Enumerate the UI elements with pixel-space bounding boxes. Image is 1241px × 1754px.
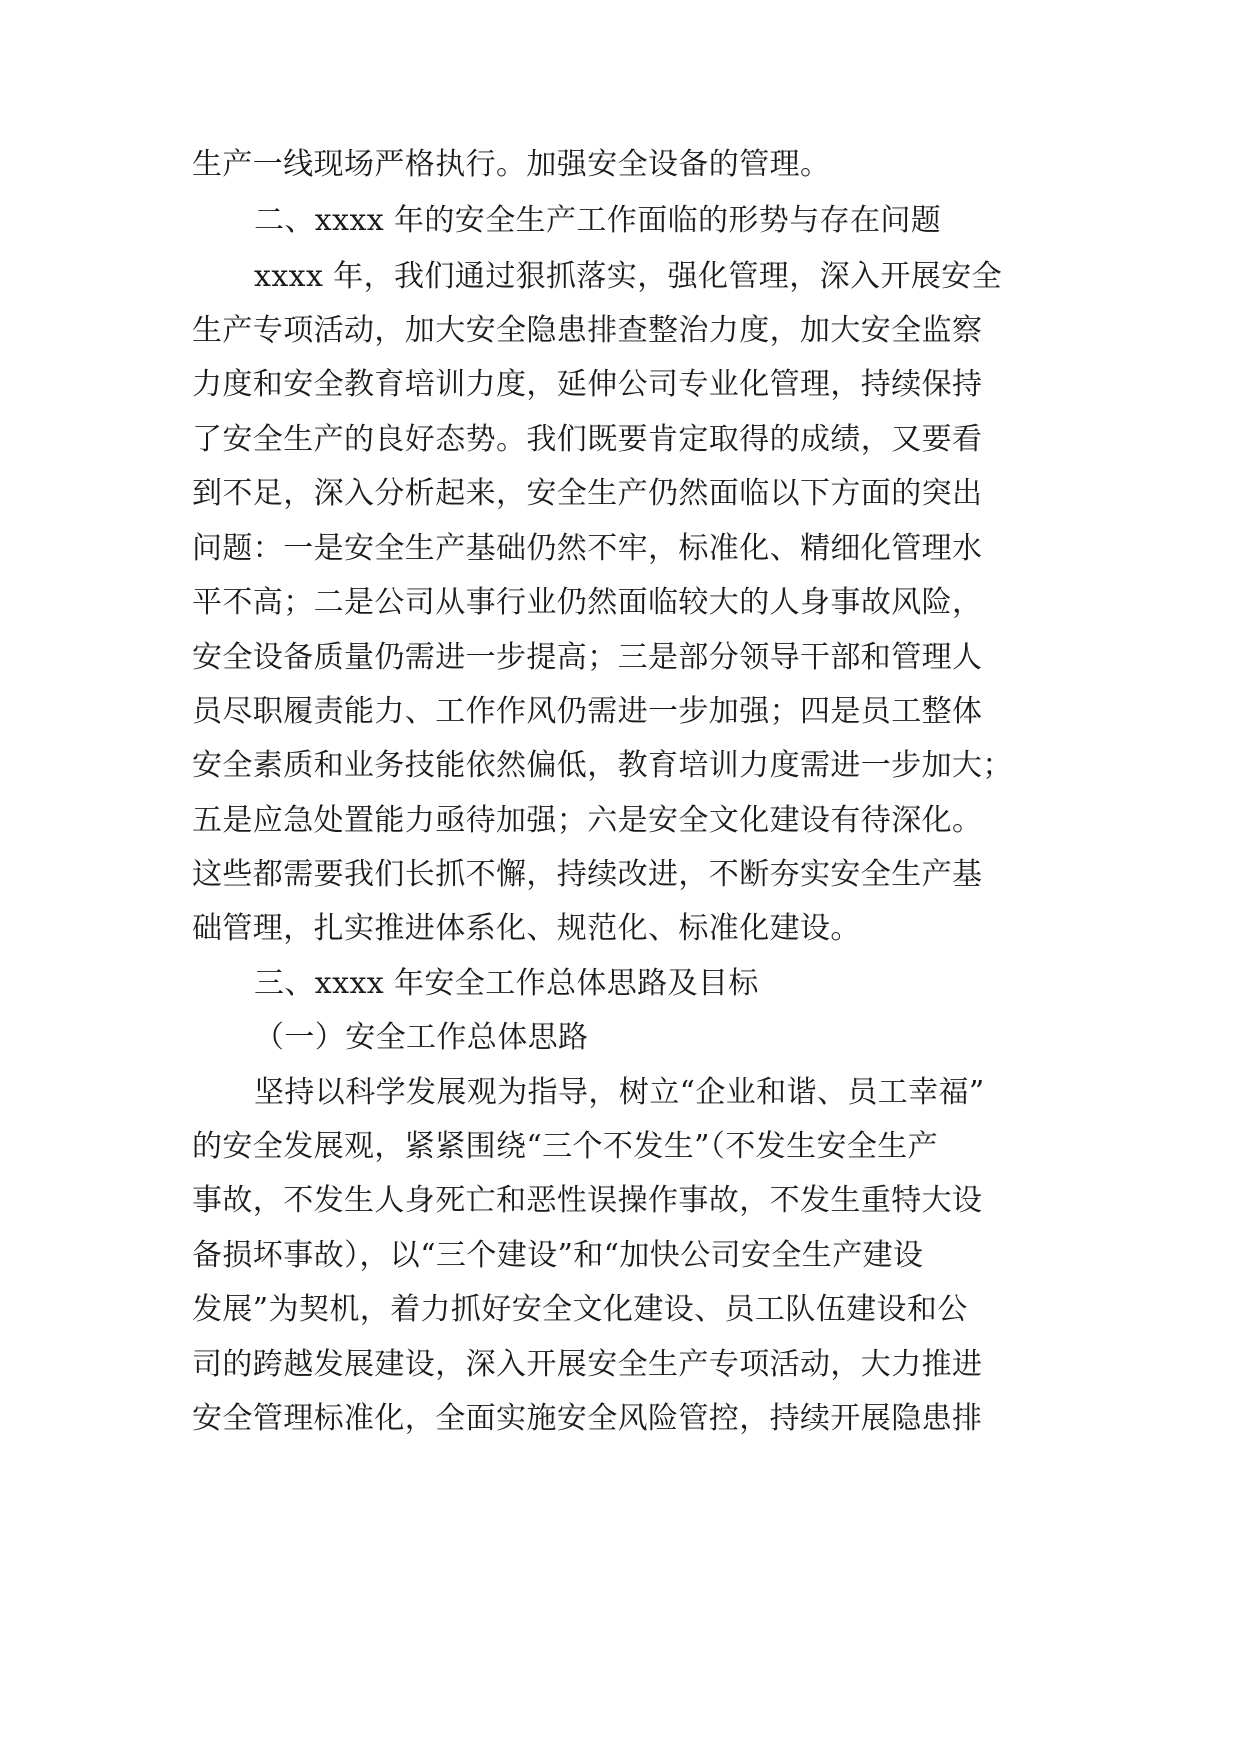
body-text-line: 备损坏事故），以“三个建设”和“加快公司安全生产建设 bbox=[192, 1238, 924, 1273]
body-text-line: 问题：一是安全生产基础仍然不牢，标准化、精细化管理水 bbox=[192, 531, 983, 566]
body-text-line: 司的跨越发展建设，深入开展安全生产专项活动，大力推进 bbox=[192, 1347, 983, 1382]
body-text-line: 发展”为契机，着力抓好安全文化建设、员工队伍建设和公 bbox=[192, 1292, 968, 1327]
body-text-line: 的安全发展观，紧紧围绕“三个不发生”（不发生安全生产 bbox=[192, 1129, 939, 1164]
body-text-line: 生产专项活动，加大安全隐患排查整治力度，加大安全监察 bbox=[192, 313, 983, 348]
body-text-line: 础管理，扎实推进体系化、规范化、标准化建设。 bbox=[192, 911, 861, 946]
paragraph-start-line: xxxx 年，我们通过狠抓落实，强化管理，深入开展安全 bbox=[254, 259, 1003, 294]
subsection-heading-1: （一）安全工作总体思路 bbox=[254, 1020, 589, 1055]
body-text-line: 事故，不发生人身死亡和恶性误操作事故，不发生重特大设 bbox=[192, 1183, 983, 1218]
body-text-line: 力度和安全教育培训力度，延伸公司专业化管理，持续保持 bbox=[192, 367, 983, 402]
body-text-line: 安全素质和业务技能依然偏低，教育培训力度需进一步加大； bbox=[192, 748, 1013, 783]
body-text-line: 安全管理标准化，全面实施安全风险管控，持续开展隐患排 bbox=[192, 1401, 983, 1436]
section-heading-3: 三、xxxx 年安全工作总体思路及目标 bbox=[254, 966, 759, 1001]
body-text-line: 生产一线现场严格执行。加强安全设备的管理。 bbox=[192, 147, 831, 182]
body-text-line: 员尽职履责能力、工作作风仍需进一步加强；四是员工整体 bbox=[192, 694, 983, 729]
body-text-line: 安全设备质量仍需进一步提高；三是部分领导干部和管理人 bbox=[192, 640, 983, 675]
body-text-line: 平不高；二是公司从事行业仍然面临较大的人身事故风险， bbox=[192, 585, 983, 620]
body-text-line: 这些都需要我们长抓不懈，持续改进，不断夯实安全生产基 bbox=[192, 857, 983, 892]
section-heading-2: 二、xxxx 年的安全生产工作面临的形势与存在问题 bbox=[254, 203, 942, 238]
body-text-line: 五是应急处置能力亟待加强；六是安全文化建设有待深化。 bbox=[192, 803, 983, 838]
body-text-line: 了安全生产的良好态势。我们既要肯定取得的成绩，又要看 bbox=[192, 422, 983, 457]
body-text-line: 到不足，深入分析起来，安全生产仍然面临以下方面的突出 bbox=[192, 476, 983, 511]
paragraph-start-line: 坚持以科学发展观为指导，树立“企业和谐、员工幸福” bbox=[254, 1075, 985, 1110]
